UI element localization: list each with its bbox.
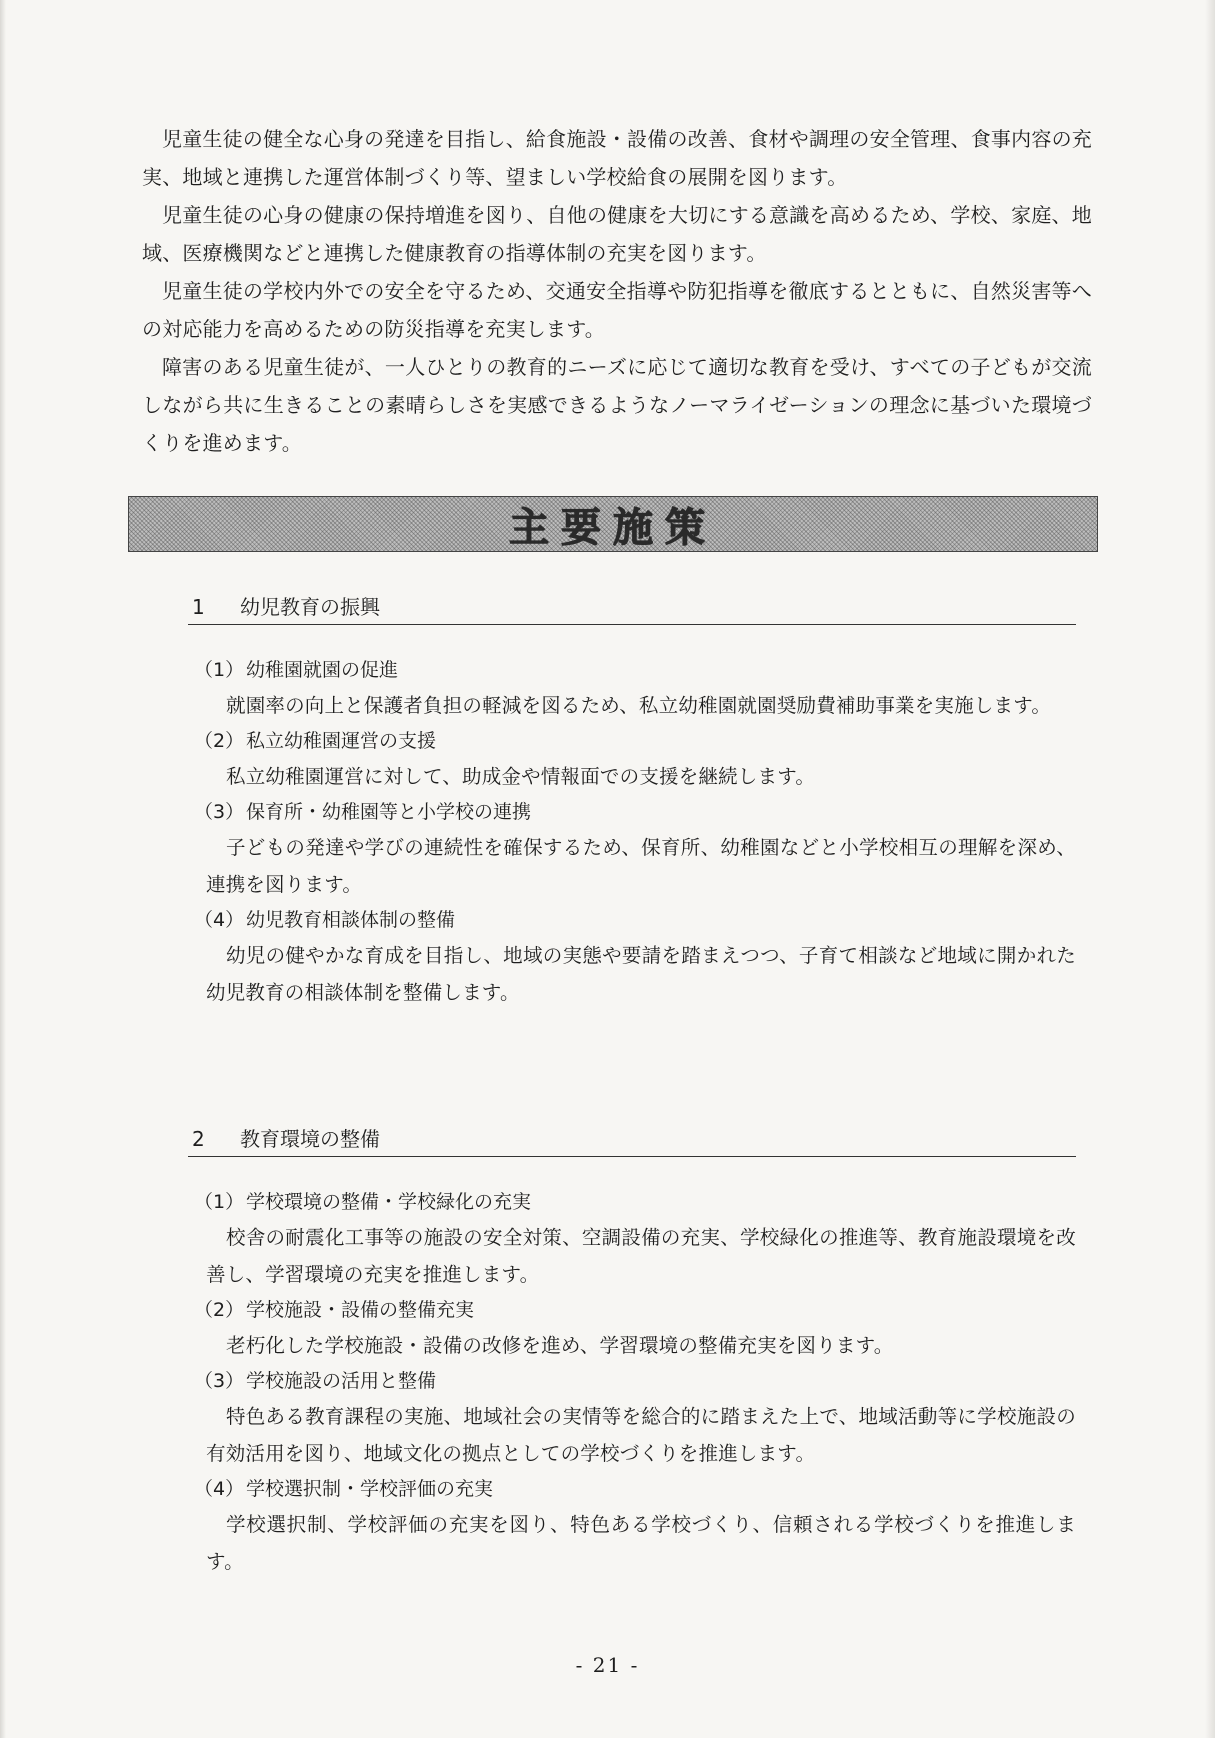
item-title: 学校選択制・学校評価の充実 — [246, 1478, 494, 1500]
item-number: （4） — [194, 1478, 245, 1500]
section-title: 教育環境の整備 — [240, 1127, 380, 1151]
item-title: 幼児教育相談体制の整備 — [246, 909, 456, 931]
item-title: 学校施設・設備の整備充実 — [246, 1299, 475, 1321]
policy-item — [188, 1185, 1076, 1293]
policy-item — [188, 653, 1076, 724]
item-body: 特色ある教育課程の実施、地域社会の実情等を総合的に踏まえた上で、地域活動等に学校施設の有効活用を図り、地域文化の拠点としての学校づくりを推進します。 — [206, 1405, 1076, 1465]
section-items — [188, 1185, 1076, 1580]
intro-text — [142, 120, 1092, 462]
item-heading — [194, 1185, 1076, 1219]
item-body: 学校選択制、学校評価の充実を図り、特色ある学校づくり、信頼される学校づくりを推進します。 — [206, 1513, 1076, 1573]
item-title: 幼稚園就園の促進 — [246, 659, 399, 681]
item-body: 就園率の向上と保護者負担の軽減を図るため、私立幼稚園就園奨励費補助事業を実施します。 — [226, 694, 1052, 717]
item-number: （3） — [194, 801, 245, 823]
main-policies-banner — [128, 496, 1098, 552]
item-body: 幼児の健やかな育成を目指し、地域の実態や要請を踏まえつつ、子育て相談など地域に開かれた幼児教育の相談体制を整備します。 — [206, 944, 1076, 1004]
scan-edge-left — [0, 0, 6, 1738]
item-heading — [194, 1364, 1076, 1398]
item-heading — [194, 903, 1076, 937]
item-number: （2） — [194, 1299, 245, 1321]
item-heading — [194, 795, 1076, 829]
item-body: 私立幼稚園運営に対して、助成金や情報面での支援を継続します。 — [226, 765, 816, 788]
banner-title: 主要施策 — [509, 504, 717, 551]
section-items — [188, 653, 1076, 1011]
policy-item — [188, 1364, 1076, 1472]
policy-item — [188, 724, 1076, 795]
section-number: 1 — [192, 595, 205, 619]
section-title: 幼児教育の振興 — [240, 595, 380, 619]
intro-paragraph: 児童生徒の健全な心身の発達を目指し、給食施設・設備の改善、食材や調理の安全管理、食事内容の充実、地域と連携した運営体制づくり等、望ましい学校給食の展開を図ります。 — [142, 127, 1092, 189]
item-heading — [194, 724, 1076, 758]
section-number: 2 — [192, 1127, 205, 1151]
item-number: （1） — [194, 1191, 245, 1213]
policy-item — [188, 795, 1076, 903]
page-number: - 21 - — [575, 1653, 640, 1677]
section-heading — [188, 592, 1076, 625]
item-body: 老朽化した学校施設・設備の改修を進め、学習環境の整備充実を図ります。 — [226, 1334, 894, 1357]
section-early-childhood-education — [188, 592, 1076, 1011]
item-title: 保育所・幼稚園等と小学校の連携 — [246, 801, 532, 823]
item-body: 子どもの発達や学びの連続性を確保するため、保育所、幼稚園などと小学校相互の理解を深め、連携を図ります。 — [206, 836, 1076, 896]
item-number: （3） — [194, 1370, 245, 1392]
intro-paragraph: 障害のある児童生徒が、一人ひとりの教育的ニーズに応じて適切な教育を受け、すべての子どもが交流しながら共に生きることの素晴らしさを実感できるようなノーマライゼーションの理念に基づいた環境づくりを進めます。 — [142, 355, 1092, 455]
item-body: 校舎の耐震化工事等の施設の安全対策、空調設備の充実、学校緑化の推進等、教育施設環境を改善し、学習環境の充実を推進します。 — [206, 1226, 1076, 1286]
intro-paragraph: 児童生徒の心身の健康の保持増進を図り、自他の健康を大切にする意識を高めるため、学校、家庭、地域、医療機関などと連携した健康教育の指導体制の充実を図ります。 — [142, 203, 1092, 265]
item-number: （4） — [194, 909, 245, 931]
item-number: （1） — [194, 659, 245, 681]
item-title: 学校施設の活用と整備 — [246, 1370, 437, 1392]
section-heading — [188, 1124, 1076, 1157]
item-heading — [194, 653, 1076, 687]
item-title: 私立幼稚園運営の支援 — [246, 730, 437, 752]
item-heading — [194, 1293, 1076, 1327]
policy-item — [188, 1472, 1076, 1580]
scan-edge-right — [1205, 0, 1215, 1738]
policy-item — [188, 903, 1076, 1011]
item-title: 学校環境の整備・学校緑化の充実 — [246, 1191, 532, 1213]
item-number: （2） — [194, 730, 245, 752]
intro-paragraph: 児童生徒の学校内外での安全を守るため、交通安全指導や防犯指導を徹底するとともに、自然災害等への対応能力を高めるための防災指導を充実します。 — [142, 279, 1092, 341]
item-heading — [194, 1472, 1076, 1506]
section-educational-environment — [188, 1124, 1076, 1580]
policy-item — [188, 1293, 1076, 1364]
